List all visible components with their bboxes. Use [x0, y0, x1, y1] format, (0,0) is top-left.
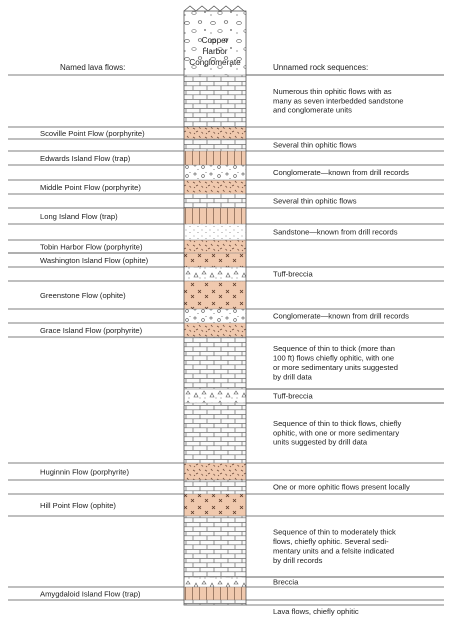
column-bands — [184, 75, 246, 605]
column-band-porph — [184, 240, 246, 253]
column-band-tuff — [184, 267, 246, 281]
column-band-trap — [184, 151, 246, 165]
column-band-ophitic — [184, 337, 246, 389]
sequence-label-line: Lava flows, chiefly ophitic — [273, 607, 359, 616]
sequence-label-line: Several thin ophitic flows — [273, 196, 357, 206]
column-band-ophitic — [184, 139, 246, 151]
conglomerate-label-line-3: Conglomerate — [189, 58, 241, 67]
column-band-ophitic — [184, 600, 246, 605]
copper-harbor-conglomerate-block — [184, 6, 246, 75]
column-band-ophite — [184, 253, 246, 267]
unnamed-sequences-header: Unnamed rock sequences: — [273, 63, 369, 72]
named-flows-header: Named lava flows: — [60, 63, 126, 72]
sequence-label-line: Sequence of thin to moderately thick — [273, 527, 396, 537]
named-flow-label: Grace Island Flow (porphyrite) — [40, 326, 143, 335]
column-band-trap — [184, 208, 246, 224]
sequence-label-line: Several thin ophitic flows — [273, 140, 357, 150]
named-flow-label: Hill Point Flow (ophite) — [40, 501, 116, 510]
column-band-sand — [184, 224, 246, 240]
column-top-edge — [184, 6, 244, 11]
column-band-porph — [184, 323, 246, 337]
column-band-ophitic — [184, 194, 246, 208]
sequence-label-line: by drill data — [273, 372, 312, 382]
named-flow-label: Edwards Island Flow (trap) — [40, 154, 131, 163]
column-band-ophitic — [184, 403, 246, 463]
named-flow-label: Tobin Harbor Flow (porphyrite) — [40, 242, 143, 252]
sequence-label-line: flows, chiefly ophitic. Several sedi- — [273, 537, 389, 547]
named-flow-label: Scoville Point Flow (porphyrite) — [40, 129, 145, 138]
column-band-porph — [184, 463, 246, 480]
sequence-label-line: Sequence of thin to thick flows, chiefly — [273, 418, 402, 428]
sequence-label-line: Conglomerate—known from drill records — [273, 167, 409, 177]
conglomerate-label-line-2: Harbor — [202, 47, 228, 56]
column-band-porph — [184, 127, 246, 139]
named-flow-label: Long Island Flow (trap) — [40, 212, 118, 221]
sequence-label-line: or more sedimentary units suggested — [273, 363, 398, 372]
column-band-ophite — [184, 494, 246, 516]
sequence-label-line: units suggested by drill data — [273, 437, 368, 447]
sequence-label-line: Conglomerate—known from drill records — [273, 311, 409, 321]
named-flow-label: Greenstone Flow (ophite) — [40, 291, 126, 300]
column-band-tuff — [184, 389, 246, 403]
column-band-cong — [184, 165, 246, 180]
column-band-trap — [184, 587, 246, 600]
sequence-label-line: Numerous thin ophitic flows with as — [273, 86, 392, 96]
named-flow-label: Washington Island Flow (ophite) — [40, 256, 149, 265]
sequence-label-line: Breccia — [273, 577, 299, 587]
sequence-label-line: One or more ophitic flows present locally — [273, 482, 410, 492]
sequence-label-line: Sequence of thin to thick (more than — [273, 344, 395, 354]
sequence-label-line: Sandstone—known from drill records — [273, 227, 398, 237]
sequence-label-line: by drill records — [273, 555, 323, 565]
conglomerate-label-line-1: Copper — [201, 36, 229, 45]
column-band-ophite — [184, 281, 246, 309]
sequence-label-line: Tuff-breccia — [273, 269, 313, 279]
sequence-label-line: Tuff-breccia — [273, 391, 313, 401]
sequence-label-line: 100 ft) flows chiefly ophitic, with one — [273, 353, 395, 363]
sequence-label-line: mentary units and a felsite indicated — [273, 546, 395, 556]
column-band-cong — [184, 309, 246, 323]
column-band-ophitic — [184, 516, 246, 577]
sequence-label-line: ophitic, with one or more sedimentary — [273, 428, 400, 438]
column-band-ophitic — [184, 75, 246, 127]
named-flow-label: Middle Point Flow (porphyrite) — [40, 183, 141, 192]
named-flow-label: Huginnin Flow (porphyrite) — [40, 467, 130, 477]
column-band-tuff — [184, 577, 246, 587]
sequence-label-line: and conglomerate units — [273, 105, 352, 115]
named-flow-label: Amygdaloid Island Flow (trap) — [40, 589, 141, 599]
sequence-label-line: many as seven interbedded sandstone — [273, 96, 404, 106]
column-band-porph — [184, 180, 246, 194]
column-band-ophitic — [184, 480, 246, 494]
